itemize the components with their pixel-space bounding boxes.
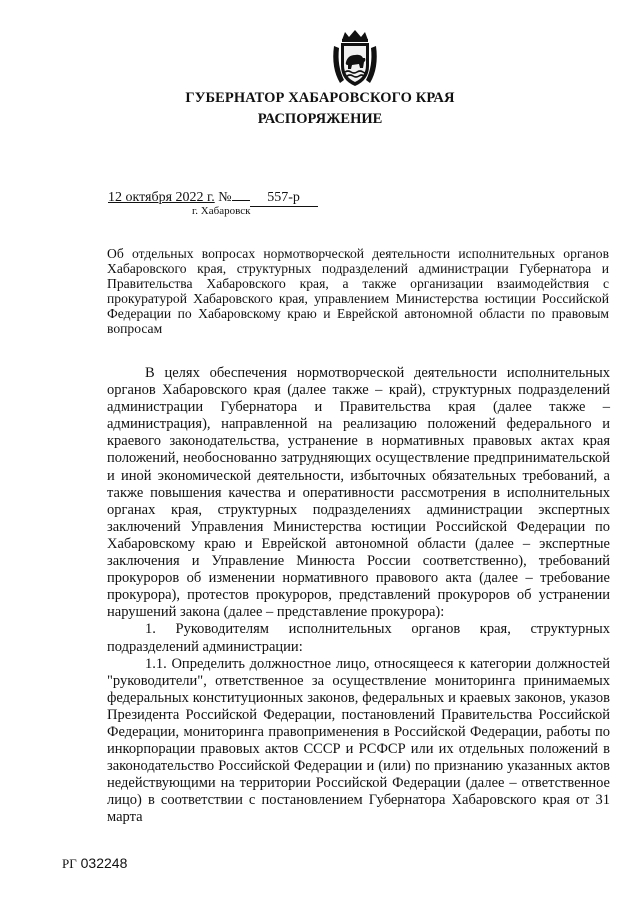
issuer-title: ГУБЕРНАТОР ХАБАРОВСКОГО КРАЯ [185, 90, 455, 106]
number-underline [232, 188, 250, 201]
document-subject: Об отдельных вопросах нормотворческой деятельности исполнительных органов Хабаровского края, структурных подразделений администрации Губернатора и Правительства Хабаровского края, а также организации взаимодействия с прокуратурой Хабаровского края, управлением Министерства юстиции Российской Федерации по Хабаровскому краю и Еврейской автономной области по правовым вопросам [107, 246, 609, 336]
document-number: 557-р [250, 190, 318, 207]
coat-of-arms-icon [330, 28, 380, 90]
footer-prefix: РГ [62, 856, 77, 871]
number-label: № [218, 190, 232, 205]
footer-serial [62, 855, 127, 872]
document-body [107, 365, 610, 827]
body-paragraph-preamble: В целях обеспечения нормотворческой деятельности исполнительных органов Хабаровского края (далее также – край), структурных подразделений администрации Губернатора и Правительства края (далее также – администрация), направленной на реализацию положений федерального и краевого законодательства, устранение в нормативных правовых актах края положений, необоснованно затрудняющих осуществление предпринимательской и иной экономической деятельности, избыточных обязательных требований, а также повышения качества и оперативности рассмотрения в исполнительных органах края, структурных подразделениях администрации экспертных заключений Управления Министерства юстиции Российской Федерации по Хабаровскому краю и Еврейской автономной области (далее – экспертные заключения и Управление Минюста России соответственно), требований прокуроров об изменении нормативного правового акта (далее – требование прокурора), протестов прокуроров, представлений прокуроров об устранении нарушений закона (далее – представление прокурора): [107, 365, 610, 621]
footer-code: 032248 [80, 855, 128, 871]
body-paragraph-item-1: 1. Руководителям исполнительных органов края, структурных подразделений администрации: [107, 621, 610, 655]
document-city: г. Хабаровск [192, 205, 251, 217]
body-paragraph-item-1-1: 1.1. Определить должностное лицо, относящееся к категории должностей "руководители", ответственное за осуществление мониторинга принимаемых федеральных конституционных законов, федеральных и краевых законов, указов Президента Российской Федерации, постановлений Правительства Российской Федерации, мониторинга правоприменения в Российской Федерации, работы по инкорпорации правовых актов СССР и РСФСР или их отдельных положений в законодательство Российской Федерации и (или) по признанию указанных актов недействующими на территории Российской Федерации (далее – ответственное лицо) в соответствии с постановлением Губернатора Хабаровского края от 31 марта [107, 655, 610, 826]
document-date: 12 октября 2022 г. [108, 190, 215, 205]
document-type: РАСПОРЯЖЕНИЕ [257, 111, 383, 127]
